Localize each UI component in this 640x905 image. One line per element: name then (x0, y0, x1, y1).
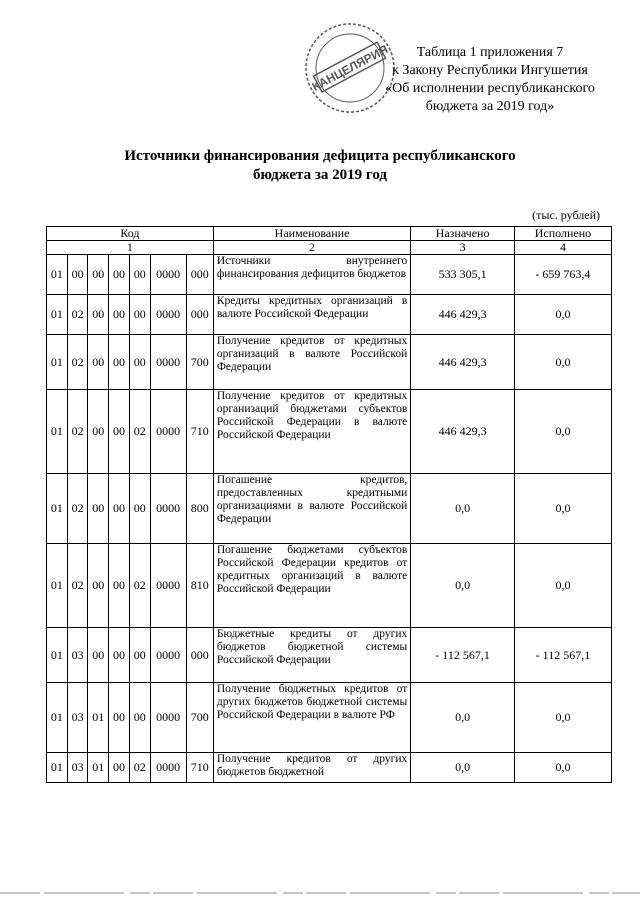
name-cell: Получение кредитов от кредитных организаций в валюте Российской Федерации (213, 335, 410, 390)
code-segment: 00 (88, 295, 109, 335)
table-row (47, 335, 612, 390)
table-row (47, 255, 612, 295)
code-segment: 00 (109, 628, 130, 683)
planned-cell: 0,0 (411, 753, 515, 783)
code-segment: 00 (109, 474, 130, 544)
code-segment: 00 (109, 544, 130, 628)
code-segment: 00 (129, 683, 150, 753)
code-segment: 01 (47, 628, 68, 683)
document-title (0, 147, 640, 185)
table-row (47, 474, 612, 544)
table-row (47, 683, 612, 753)
executed-cell: 0,0 (514, 474, 611, 544)
planned-cell: 533 305,1 (411, 255, 515, 295)
executed-cell: 0,0 (514, 753, 611, 783)
appendix-header (360, 44, 620, 116)
code-segment: 03 (67, 628, 88, 683)
executed-cell: 0,0 (514, 683, 611, 753)
code-segment: 03 (67, 683, 88, 753)
code-segment: 01 (47, 335, 68, 390)
code-segment: 00 (129, 474, 150, 544)
col-number-name: 2 (213, 241, 410, 255)
name-cell: Получение бюджетных кредитов от других бюджетов бюджетной системы Российской Федерации в валюте РФ (213, 683, 410, 753)
table-row (47, 544, 612, 628)
code-segment: 710 (186, 753, 213, 783)
name-cell: Получение кредитов от других бюджетов бюджетной (213, 753, 410, 783)
executed-cell: 0,0 (514, 544, 611, 628)
code-segment: 0000 (150, 255, 186, 295)
code-segment: 0000 (150, 628, 186, 683)
code-segment: 00 (109, 683, 130, 753)
code-segment: 00 (129, 628, 150, 683)
code-segment: 000 (186, 255, 213, 295)
code-segment: 02 (67, 390, 88, 474)
code-segment: 700 (186, 335, 213, 390)
code-segment: 01 (47, 753, 68, 783)
executed-cell: - 112 567,1 (514, 628, 611, 683)
table-row (47, 753, 612, 783)
code-segment: 03 (67, 753, 88, 783)
code-segment: 0000 (150, 335, 186, 390)
code-segment: 02 (67, 335, 88, 390)
code-segment: 00 (109, 255, 130, 295)
col-number-planned: 3 (411, 241, 515, 255)
code-segment: 00 (129, 295, 150, 335)
units-label: (тыс. рублей) (532, 208, 600, 222)
code-segment: 01 (47, 295, 68, 335)
code-segment: 700 (186, 683, 213, 753)
code-segment: 01 (47, 390, 68, 474)
executed-cell: - 659 763,4 (514, 255, 611, 295)
code-segment: 810 (186, 544, 213, 628)
planned-cell: - 112 567,1 (411, 628, 515, 683)
code-segment: 000 (186, 628, 213, 683)
planned-cell: 446 429,3 (411, 295, 515, 335)
code-segment: 0000 (150, 474, 186, 544)
code-segment: 02 (129, 544, 150, 628)
executed-cell: 0,0 (514, 295, 611, 335)
code-segment: 01 (47, 683, 68, 753)
table-row (47, 628, 612, 683)
title-line-2: бюджета за 2019 год (253, 167, 387, 183)
code-segment: 00 (129, 255, 150, 295)
executed-cell: 0,0 (514, 335, 611, 390)
code-segment: 00 (109, 335, 130, 390)
col-number-executed: 4 (514, 241, 611, 255)
header-executed: Исполнено (514, 227, 611, 241)
name-cell: Погашение бюджетами субъектов Российской Федерации кредитов от кредитных организаций в валюте Российской Федерации (213, 544, 410, 628)
code-segment: 01 (88, 683, 109, 753)
code-segment: 00 (88, 255, 109, 295)
header-name: Наименование (213, 227, 410, 241)
name-cell: Получение кредитов от кредитных организаций бюджетами субъектов Российской Федерации в валюте Российской Федерации (213, 390, 410, 474)
code-segment: 00 (88, 390, 109, 474)
code-segment: 0000 (150, 295, 186, 335)
code-segment: 0000 (150, 753, 186, 783)
code-segment: 02 (129, 753, 150, 783)
column-number-row (47, 241, 612, 255)
planned-cell: 0,0 (411, 683, 515, 753)
code-segment: 00 (129, 335, 150, 390)
name-cell: Бюджетные кредиты от других бюджетов бюджетной системы Российской Федерации (213, 628, 410, 683)
code-segment: 00 (109, 295, 130, 335)
code-segment: 02 (129, 390, 150, 474)
code-segment: 02 (67, 474, 88, 544)
executed-cell: 0,0 (514, 390, 611, 474)
code-segment: 710 (186, 390, 213, 474)
scan-artifact-line (0, 889, 640, 897)
code-segment: 00 (88, 628, 109, 683)
table-header-row (47, 227, 612, 241)
code-segment: 0000 (150, 390, 186, 474)
code-segment: 00 (109, 753, 130, 783)
code-segment: 000 (186, 295, 213, 335)
header-line-2: к Закону Республики Ингушетия (392, 63, 588, 78)
code-segment: 01 (88, 753, 109, 783)
table-row (47, 390, 612, 474)
name-cell: Источники внутреннего финансирования дефицитов бюджетов (213, 255, 410, 295)
header-code: Код (47, 227, 214, 241)
code-segment: 02 (67, 544, 88, 628)
code-segment: 00 (109, 390, 130, 474)
code-segment: 00 (88, 335, 109, 390)
planned-cell: 0,0 (411, 474, 515, 544)
svg-text:КАНЦЕЛЯРИЯ: КАНЦЕЛЯРИЯ (309, 42, 391, 94)
name-cell: Погашение кредитов, предоставленных кредитными организациями в валюте Российской Федерации (213, 474, 410, 544)
header-line-3: «Об исполнении республиканского (385, 81, 595, 96)
header-planned: Назначено (411, 227, 515, 241)
col-number-code: 1 (47, 241, 214, 255)
planned-cell: 446 429,3 (411, 390, 515, 474)
code-segment: 02 (67, 295, 88, 335)
title-line-1: Источники финансирования дефицита республиканского (124, 148, 516, 164)
code-segment: 0000 (150, 544, 186, 628)
code-segment: 01 (47, 474, 68, 544)
planned-cell: 446 429,3 (411, 335, 515, 390)
code-segment: 01 (47, 255, 68, 295)
table-row (47, 295, 612, 335)
planned-cell: 0,0 (411, 544, 515, 628)
code-segment: 00 (88, 544, 109, 628)
code-segment: 800 (186, 474, 213, 544)
code-segment: 00 (67, 255, 88, 295)
code-segment: 00 (88, 474, 109, 544)
name-cell: Кредиты кредитных организаций в валюте Российской Федерации (213, 295, 410, 335)
code-segment: 01 (47, 544, 68, 628)
header-line-4: бюджета за 2019 год» (425, 99, 555, 114)
code-segment: 0000 (150, 683, 186, 753)
header-line-1: Таблица 1 приложения 7 (416, 45, 564, 60)
funding-sources-table (46, 226, 612, 783)
